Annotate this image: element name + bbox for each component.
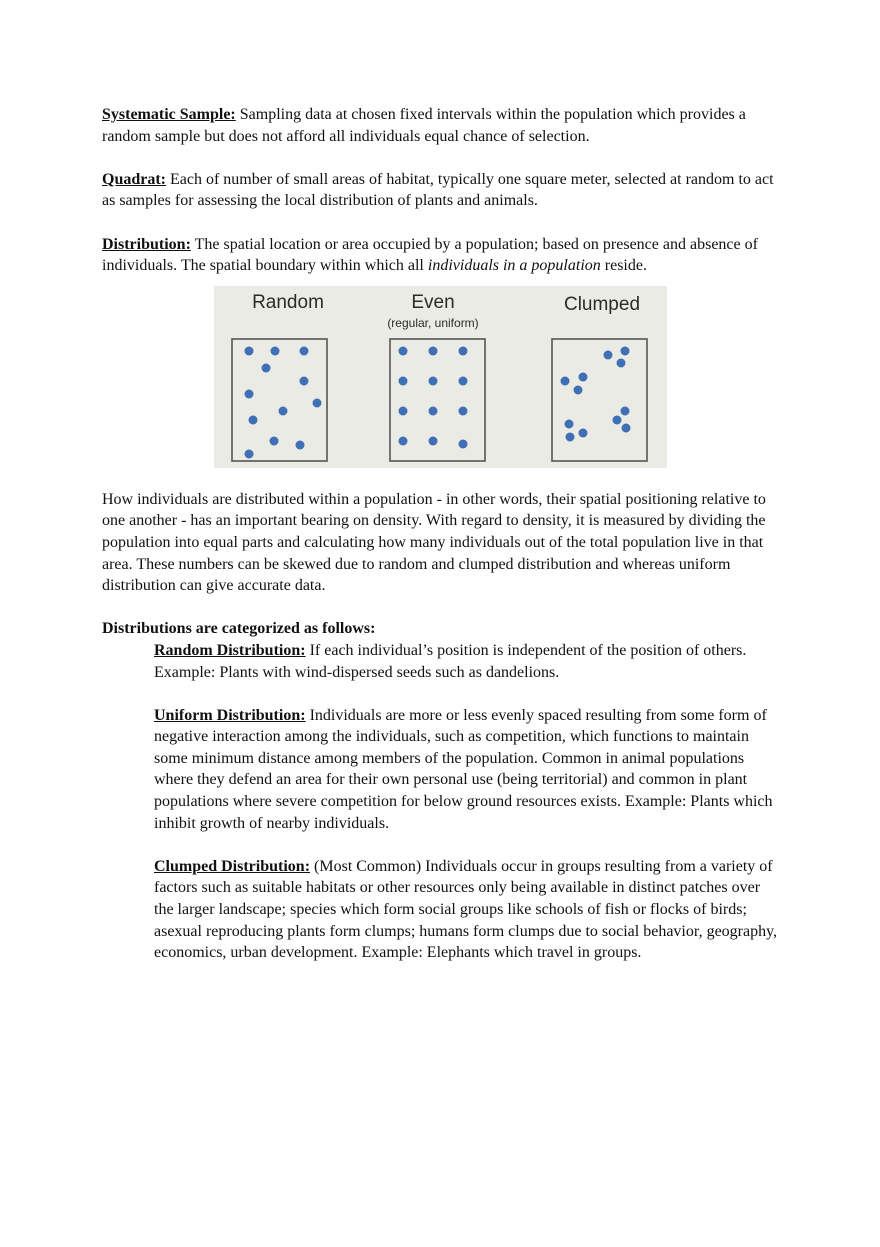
definition-systematic-sample — [102, 104, 782, 147]
dot — [399, 436, 408, 445]
dot — [296, 440, 305, 449]
category-term: Uniform Distribution: — [154, 706, 306, 724]
definition-term: Distribution: — [102, 235, 191, 253]
dot — [399, 406, 408, 415]
definition-quadrat — [102, 169, 782, 212]
definition-distribution — [102, 234, 782, 277]
dot — [621, 406, 630, 415]
dot — [271, 346, 280, 355]
dot — [249, 415, 258, 424]
dot — [270, 436, 279, 445]
definition-term: Systematic Sample: — [102, 106, 236, 123]
dot — [313, 398, 322, 407]
panel-title-even: Even — [411, 291, 455, 313]
definition-text-tail: reside. — [600, 257, 647, 275]
category-random — [154, 640, 782, 683]
dot — [429, 376, 438, 385]
dot — [399, 346, 408, 355]
dot — [617, 358, 626, 367]
dot — [459, 376, 468, 385]
dot — [279, 406, 288, 415]
category-term: Clumped Distribution: — [154, 857, 311, 875]
categories-heading: Distributions are categorized as follows: — [102, 620, 376, 638]
dot — [613, 415, 622, 424]
definition-text: Each of number of small areas of habitat, typically one square meter, selected at random to act as samples for assessing the local distribution of plants and animals. — [102, 170, 774, 210]
dot — [245, 389, 254, 398]
distribution-diagram — [214, 286, 667, 468]
dot — [579, 372, 588, 381]
dot — [300, 376, 309, 385]
dot — [621, 346, 630, 355]
dot — [459, 439, 468, 448]
dot — [300, 346, 309, 355]
dot — [245, 449, 254, 458]
dot — [399, 376, 408, 385]
dot — [429, 436, 438, 445]
category-text: (Most Common) Individuals occur in groups resulting from a variety of factors such as suitable habitats or other resources only being available in distinct patches over the larger landscape; species which form social groups like schools of fish or flocks of birds; asexual reproducing plants form clumps; humans form clumps due to social behavior, geography, economics, urban development. Example: Elephants which travel in groups. — [154, 857, 778, 962]
panel-title-clumped: Clumped — [563, 293, 641, 315]
dot — [604, 350, 613, 359]
panel-title-random: Random — [252, 291, 324, 313]
dot — [574, 385, 583, 394]
dot — [459, 346, 468, 355]
category-uniform — [154, 705, 782, 835]
category-text: If each individual’s position is independent of the position of others. Example: Plants with wind-dispersed seeds such as dandelions. — [154, 641, 747, 681]
category-clumped — [154, 856, 782, 964]
dot — [262, 363, 271, 372]
dot — [429, 346, 438, 355]
category-text: Individuals are more or less evenly spaced resulting from some form of negative interaction among the individuals, such as competition, which functions to maintain some minimum distance among members of the population. Common in animal populations where they defend an area for their own personal use (being territorial) and common in plant populations where severe competition for below ground resources exists. Example: Plants which inhibit growth of nearby individuals. — [154, 706, 773, 832]
definition-italic-text: individuals in a population — [427, 257, 601, 275]
document-body — [102, 104, 782, 964]
definition-text: Sampling data at chosen fixed intervals within the population which provides a random sample but does not afford all individuals equal chance of selection. — [102, 106, 746, 145]
dot — [429, 406, 438, 415]
dot — [565, 419, 574, 428]
category-term: Random Distribution: — [154, 641, 306, 659]
dot — [622, 423, 631, 432]
dot — [561, 376, 570, 385]
dot — [245, 346, 254, 355]
panel-subtitle-even: (regular, uniform) — [387, 315, 479, 330]
dot — [579, 428, 588, 437]
dot — [459, 406, 468, 415]
definition-text: The spatial location or area occupied by a population; based on presence and absence of individuals. The spatial boundary within which all — [102, 235, 758, 275]
dot — [566, 432, 575, 441]
distribution-figure — [214, 286, 667, 468]
explanation-paragraph: How individuals are distributed within a population - in other words, their spatial positioning relative to one another - has an important bearing on density. With regard to density, it is measured by dividing the population into equal parts and calculating how many individuals out of the total population live in that area. These numbers can be skewed due to random and clumped distribution and whereas uniform distribution can give accurate data. — [102, 490, 766, 595]
definition-term: Quadrat: — [102, 170, 166, 188]
